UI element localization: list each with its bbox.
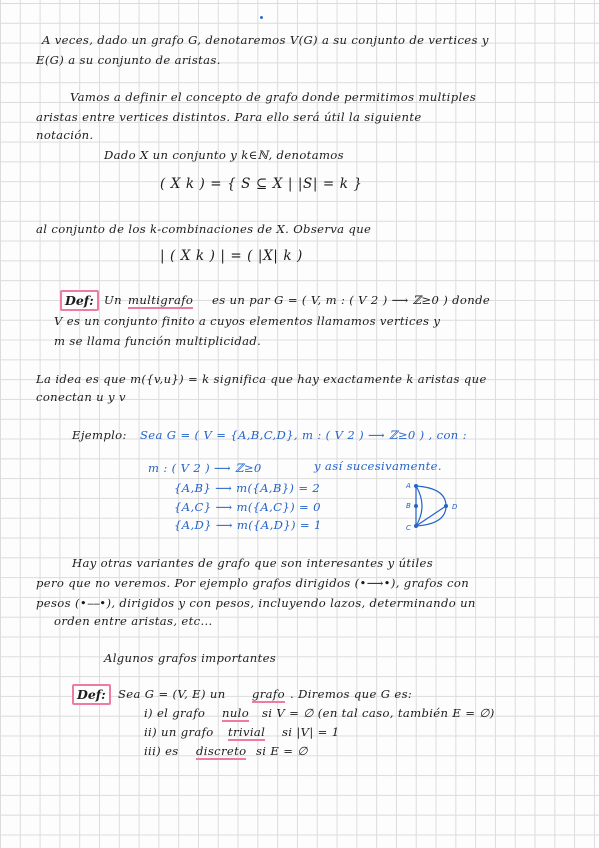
term-multigrafo: multigrafo: [128, 293, 194, 307]
item-i-c: si V = ∅ (en tal caso, también E = ∅): [262, 706, 495, 720]
para2-line3: notación.: [36, 128, 94, 142]
node-d-dot: [444, 504, 448, 508]
example-row-ad: {A,D} ⟶ m({A,D}) = 1: [174, 518, 322, 532]
def-tag-multigrafo: Def:: [60, 290, 99, 311]
para1-line2: E(G) a su conjunto de aristas.: [36, 53, 221, 67]
para3-line1: Hay otras variantes de grafo que son interesantes y útiles: [72, 556, 434, 570]
term-trivial: trivial: [228, 725, 266, 739]
node-a-label: A: [406, 482, 411, 490]
para1-line1: A veces, dado un grafo G, denotaremos V(G) a su conjunto de vertices y: [42, 33, 489, 47]
example-note: y así sucesivamente.: [314, 459, 442, 473]
combination-cardinality-formula: | ( X k ) | = ( |X| k ): [160, 248, 303, 264]
node-a-dot: [414, 484, 418, 488]
term-grafo: grafo: [252, 687, 285, 701]
idea-line1: La idea es que m({v,u}) = k significa que hay exactamente k aristas que: [36, 372, 487, 386]
item-ii-c: si |V| = 1: [282, 725, 340, 739]
term-nulo: nulo: [222, 706, 250, 720]
para3-line4: orden entre aristas, etc...: [54, 614, 213, 628]
node-c-label: C: [406, 524, 411, 532]
section-title: Algunos grafos importantes: [104, 651, 277, 665]
example-map: m : ( V 2 ) ⟶ ℤ≥0: [148, 461, 262, 475]
node-b-label: B: [406, 502, 411, 510]
node-b-dot: [414, 504, 418, 508]
example-label: Ejemplo:: [72, 428, 127, 442]
para2-line2: aristas entre vertices distintos. Para ello será útil la siguiente: [36, 110, 422, 124]
idea-line2: conectan u y v: [36, 390, 126, 404]
para2-line4: Dado X un conjunto y k∈ℕ, denotamos: [104, 148, 344, 162]
node-c-dot: [414, 524, 418, 528]
para2-line5: al conjunto de los k-combinaciones de X. Observa que: [36, 222, 372, 236]
example-row-ac: {A,C} ⟶ m({A,C}) = 0: [174, 500, 321, 514]
multigraph-diagram: [400, 478, 470, 538]
term-discreto: discreto: [196, 744, 247, 758]
def1-line2: V es un conjunto finito a cuyos elementos llamamos vertices y: [54, 314, 441, 328]
node-d-label: D: [452, 503, 458, 511]
para3-line3: pesos (•⎯⎯•), dirigidos y con pesos, incluyendo lazos, determinando un: [36, 596, 476, 610]
def1-line3: m se llama función multiplicidad.: [54, 334, 262, 348]
combination-definition-formula: ( X k ) = { S ⊆ X | |S| = k }: [160, 176, 363, 192]
def-tag-grafo-types: Def:: [72, 684, 111, 705]
item-iii-c: si E = ∅: [256, 744, 308, 758]
item-i-a: i) el grafo: [144, 706, 206, 720]
blue-dot: [260, 16, 263, 19]
item-iii-a: iii) es: [144, 744, 179, 758]
example-intro: Sea G = ( V = {A,B,C,D}, m : ( V 2 ) ⟶ ℤ≥0 ) , con :: [140, 428, 467, 442]
def2-intro-c: . Diremos que G es:: [290, 687, 413, 701]
example-row-ab: {A,B} ⟶ m({A,B}) = 2: [174, 481, 321, 495]
def2-intro-a: Sea G = (V, E) un: [118, 687, 226, 701]
def1-line1-rest: es un par G = ( V, m : ( V 2 ) ⟶ ℤ≥0 ) donde: [212, 293, 491, 307]
para2-line1: Vamos a definir el concepto de grafo donde permitimos multiples: [70, 90, 477, 104]
item-ii-a: ii) un grafo: [144, 725, 214, 739]
def1-word-un: Un: [104, 293, 122, 307]
para3-line2: pero que no veremos. Por ejemplo grafos dirigidos (•⟶•), grafos con: [36, 576, 470, 590]
